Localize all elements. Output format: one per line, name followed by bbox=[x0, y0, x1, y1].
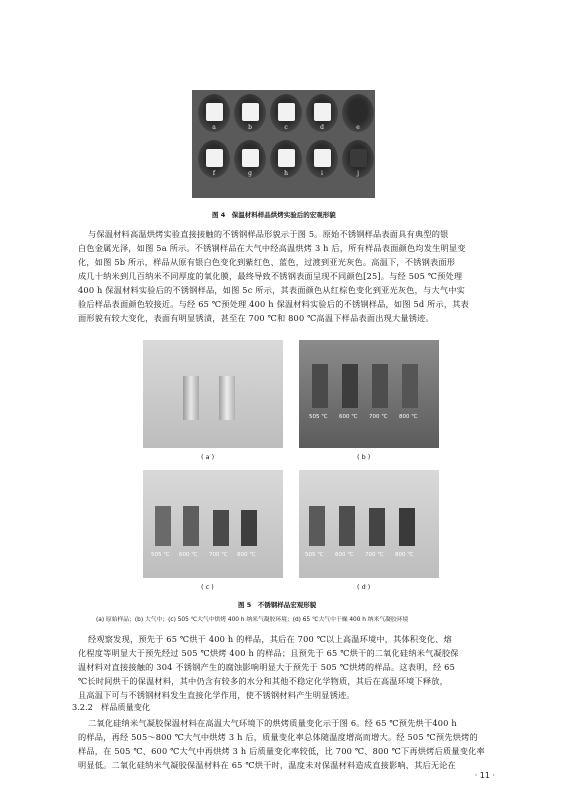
temp-label: 505 ℃ bbox=[305, 552, 324, 558]
sample-dish-h: h bbox=[270, 140, 302, 178]
text-line: 明显低。二氧化硅纳米气凝胶保温材料在 65 ℃烘干时，温度未对保温材料造成直接影响，其后无论在 bbox=[78, 760, 457, 770]
figure4-top-row bbox=[198, 94, 374, 132]
figure5-panel-d bbox=[299, 470, 439, 578]
steel-sample bbox=[402, 364, 418, 408]
steel-sample bbox=[155, 506, 171, 546]
steel-sample bbox=[241, 510, 257, 546]
figure4-bottom-row bbox=[198, 140, 374, 178]
temp-label: 800 ℃ bbox=[395, 552, 414, 558]
text-line: 二氧化硅纳米气凝胶保温材料在高温大气环境下的烘烤质量变化示于图 6。经 65 ℃预先烘干400 h bbox=[88, 718, 457, 728]
temp-label: 505 ℃ bbox=[309, 414, 328, 420]
figure5-caption: 图 5 不锈钢样品宏观形貌 bbox=[238, 601, 317, 609]
steel-sample bbox=[369, 508, 385, 546]
text-line: 样品，在 505 ℃、600 ℃大气中再烘烤 3 h 后质量变化率较低，比 700 ℃、800 ℃下再烘烤后质量变化率 bbox=[78, 746, 485, 756]
figure5-panel-a bbox=[143, 340, 283, 448]
temp-label: 600 ℃ bbox=[335, 552, 354, 558]
text-line: 验后样品表面颜色较接近。与经 65 ℃预处理 400 h 保温材料实验后的不锈钢样品，如图 5d 所示，其表 bbox=[78, 299, 470, 309]
steel-sample bbox=[372, 364, 388, 408]
figure5-panel-c bbox=[143, 470, 283, 578]
steel-sample bbox=[219, 376, 235, 420]
figure5-subcaption: (a) 原始样品；(b) 大气中；(c) 505 ℃大气中烘烤 400 h 纳米气凝胶环境；(d) 65 ℃大气中干燥 400 h 纳米气凝胶环境 bbox=[96, 617, 409, 623]
sample-dish-i: i bbox=[306, 140, 338, 178]
panel-label-d: ( d ) bbox=[357, 583, 371, 591]
sample-dish-d: d bbox=[306, 94, 338, 132]
sample-dish-g: g bbox=[234, 140, 266, 178]
temp-label: 800 ℃ bbox=[237, 552, 256, 558]
panel-label-b: ( b ) bbox=[357, 453, 371, 461]
panel-label-a: ( a ) bbox=[201, 453, 215, 461]
figure5-panel-b bbox=[299, 340, 439, 448]
text-line: 与保温材料高温烘烤实验直接接触的不锈钢样品形貌示于图 5。原始不锈钢样品表面具有典型的银 bbox=[88, 229, 449, 239]
steel-sample bbox=[309, 506, 325, 546]
sample-dish-a: a bbox=[198, 94, 230, 132]
text-line: 成几十纳米到几百纳米不同厚度的氧化膜，最终导致不锈钢表面呈现不同颜色[25]。与经 505 ℃预处理 bbox=[78, 271, 463, 281]
page-number: · 11 · bbox=[474, 771, 495, 780]
steel-sample bbox=[312, 364, 328, 408]
temp-label: 700 ℃ bbox=[365, 552, 384, 558]
text-line: 400 h 保温材料实验后的不锈钢样品，如图 5c 所示，其表面颜色从红棕色变化到亚光灰色，与大气中实 bbox=[78, 285, 465, 295]
text-line: 面形貌有较大变化，表面有明显锈渍，甚至在 700 ℃和 800 ℃高温下样品表面出现大量锈迹。 bbox=[78, 313, 434, 323]
text-line: 化，如图 5b 所示，样品从原有银白色变化到紫红色、蓝色，过渡到亚光灰色。高温下，不锈钢表面形 bbox=[78, 257, 456, 267]
section-heading: 3.2.2 样品质量变化 bbox=[72, 702, 151, 712]
steel-sample bbox=[339, 506, 355, 546]
panel-label-c: ( c ) bbox=[201, 583, 214, 591]
text-line: 的样品，再经 505～800 ℃大气中烘烤 3 h 后，质量变化率总体随温度增高而增大。经 505 ℃预先烘烤的 bbox=[78, 732, 478, 742]
sample-dish-j: j bbox=[342, 140, 374, 178]
text-line: 温材料对直接接触的 304 不锈钢产生的腐蚀影响明显大于预先于 505 ℃烘烤的样品。这表明，经 65 bbox=[78, 662, 455, 672]
text-line: 化程度等明显大于预先经过 505 ℃烘烤 400 h 的样品；且预先于 65 ℃烘干的二氧化硅纳米气凝胶保 bbox=[78, 648, 459, 658]
steel-sample bbox=[183, 376, 199, 420]
temp-label: 600 ℃ bbox=[179, 552, 198, 558]
text-line: 经观察发现，预先于 65 ℃烘干 400 h 的样品，其后在 700 ℃以上高温环境中，其体积变化、熔 bbox=[88, 634, 452, 644]
sample-dish-c: c bbox=[270, 94, 302, 132]
temp-label: 505 ℃ bbox=[151, 552, 170, 558]
temp-label: 800 ℃ bbox=[399, 414, 418, 420]
steel-sample bbox=[213, 510, 229, 546]
temp-label: 700 ℃ bbox=[369, 414, 388, 420]
sample-dish-f: f bbox=[198, 140, 230, 178]
sample-dish-e: e bbox=[342, 94, 374, 132]
sample-dish-b: b bbox=[234, 94, 266, 132]
text-line: 且高温下可与不锈钢材料发生直接化学作用，使不锈钢材料产生明显锈迹。 bbox=[78, 690, 355, 700]
steel-sample bbox=[183, 506, 199, 546]
temp-label: 600 ℃ bbox=[339, 414, 358, 420]
figure4-caption: 图 4 保温材料样品烘烤实验后的宏观形貌 bbox=[212, 211, 336, 219]
temp-label: 700 ℃ bbox=[209, 552, 228, 558]
steel-sample bbox=[399, 508, 415, 546]
text-line: 白色金属光泽，如图 5a 所示。不锈钢样品在大气中经高温烘烤 3 h 后，所有样品表面颜色均发生明显变 bbox=[78, 243, 466, 253]
text-line: ℃长时间烘干的保温材料，其中仍含有较多的水分和其他不稳定化学物质，其后在高温环境下释放， bbox=[78, 676, 449, 686]
steel-sample bbox=[342, 364, 358, 408]
figure4-photo bbox=[192, 90, 375, 198]
